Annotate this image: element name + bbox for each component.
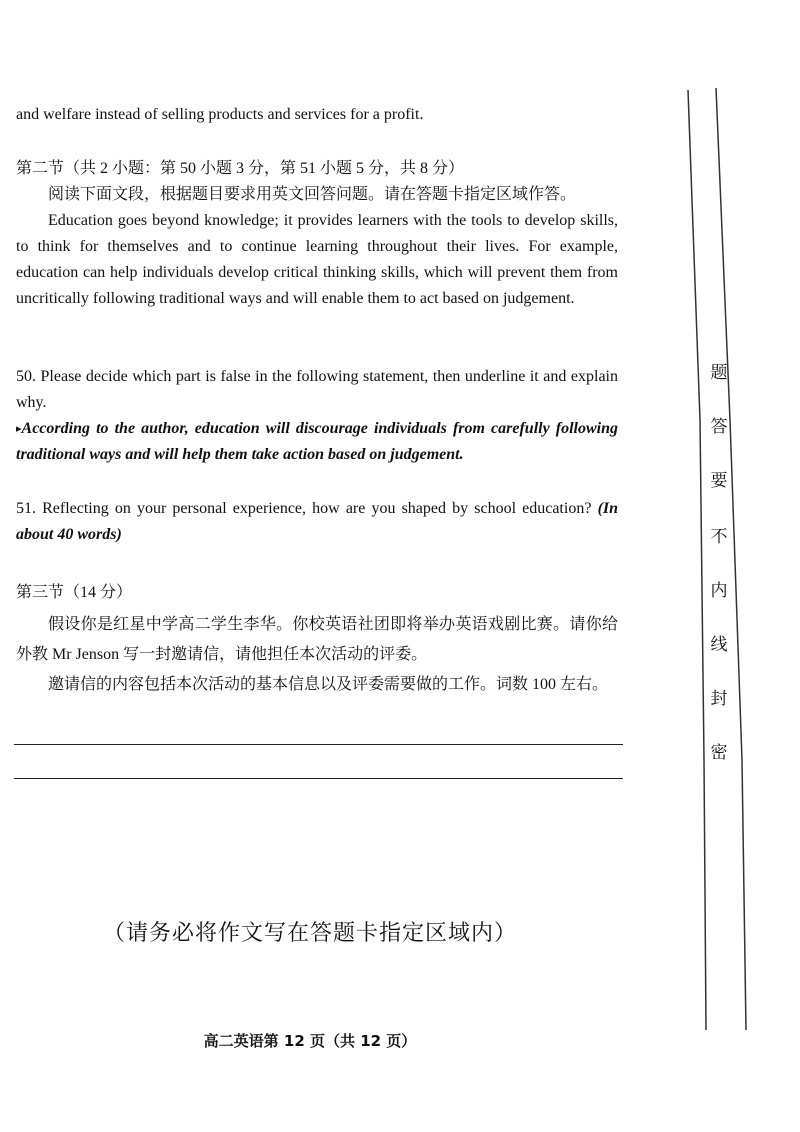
margin-char-3: 要	[710, 471, 728, 491]
margin-char-4: 不	[710, 527, 728, 547]
word-limit-hint: (In about 40 words)	[16, 500, 619, 543]
section3-task: 假设你是红星中学高二学生李华。你校英语社团即将举办英语戏剧比赛。请你给外教 Mr Jenson 写一封邀请信，请他担任本次活动的评委。	[16, 616, 618, 663]
section2-heading: 第二节（共 2 小题：第 50 小题 3 分，第 51 小题 5 分，共 8 分）	[16, 160, 465, 177]
margin-char-5: 内	[710, 581, 728, 601]
answer-sheet-note: （请务必将作文写在答题卡指定区域内）	[102, 921, 517, 946]
triangle-marker-icon: ▸	[16, 423, 22, 435]
question-51-text: 51. Reflecting on your personal experience, how are you shaped by school education?	[16, 500, 592, 517]
margin-char-2: 答	[710, 417, 728, 437]
section2-instruction: 阅读下面文段，根据题目要求用英文回答问题。请在答题卡指定区域作答。	[48, 186, 577, 203]
reading-passage: Education goes beyond knowledge; it provides learners with the tools to develop skills, to think for themselves and to continue learning throughout their lives. For example, education can help individuals develop critical thinking skills, which will prevent them from uncritically following traditional ways and will enable them to act based on judgement.	[16, 212, 618, 307]
continuation-text: and welfare instead of selling products and services for a profit.	[16, 106, 424, 123]
margin-char-6: 线	[710, 635, 728, 655]
margin-char-1: 题	[710, 363, 728, 383]
statement-text: According to the author, education will discourage individuals from carefully following traditional ways and will help them take action based on judgement.	[16, 420, 618, 463]
question-50: 50. Please decide which part is false in the following statement, then underline it and explain why.	[16, 368, 618, 411]
margin-char-8: 密	[710, 743, 728, 763]
margin-char-7: 封	[710, 689, 728, 709]
section3-requirements: 邀请信的内容包括本次活动的基本信息以及评委需要做的工作。词数 100 左右。	[48, 676, 609, 693]
section3-heading: 第三节（14 分）	[16, 584, 133, 601]
page-footer: 高二英语第 12 页（共 12 页）	[203, 1032, 417, 1050]
